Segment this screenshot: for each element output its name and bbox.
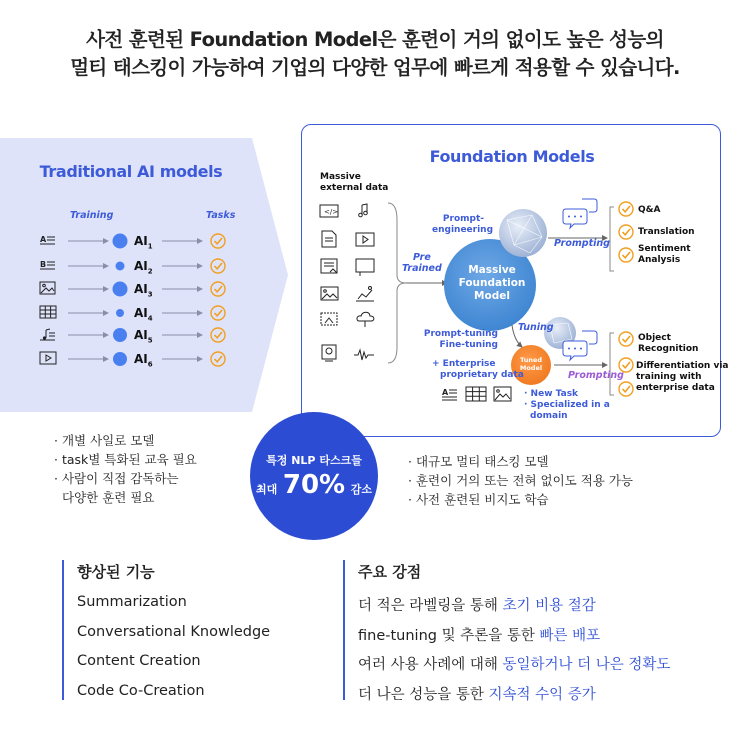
svg-text:A: A	[442, 388, 449, 397]
enterprise-data-label: + Enterprise proprietary data	[432, 359, 524, 380]
new-task-label: · New Task · Specialized in a domain	[524, 389, 610, 421]
foundation-bullet: · 대규모 멀티 태스킹 모델	[408, 454, 549, 469]
reduction-badge	[250, 412, 378, 540]
improved-item: Summarization	[77, 594, 187, 610]
improved-bar	[62, 560, 64, 700]
strengths-title: 주요 강점	[358, 563, 422, 581]
prompting-top-label: Prompting	[554, 238, 610, 249]
text-doc-b-icon	[40, 260, 55, 269]
task-sentiment: Sentiment Analysis	[638, 244, 691, 265]
text-doc-a-icon	[40, 235, 55, 244]
traditional-bullets	[54, 431, 197, 507]
traditional-bullet: · 사람이 직접 감독하는	[54, 471, 179, 486]
foundation-bullet: · 사전 훈련된 비지도 학습	[408, 492, 549, 507]
pre-trained-label: Pre Trained	[402, 252, 442, 274]
task-differentiation: Differentiation via training with enterprise data	[636, 361, 729, 393]
traditional-bullet: · 개별 사일로 모델	[54, 433, 155, 448]
ai-label-3: $AI_3$	[134, 282, 153, 299]
svg-text:B: B	[40, 260, 47, 269]
task-object-recognition: Object Recognition	[638, 333, 699, 354]
strength-item: 더 적은 라벨링을 통해 초기 비용 절감	[358, 598, 596, 614]
svg-text:</>: </>	[324, 208, 339, 216]
ai-label-4: $AI_4$	[134, 306, 153, 323]
prompt-tuning-label: Prompt-tuning Fine-tuning	[423, 329, 498, 350]
massive-model-label: Massive Foundation Model	[458, 264, 526, 302]
ai-label-2: $AI_2$	[134, 259, 153, 276]
audio-doc-icon	[40, 329, 55, 340]
ai-label-1: $AI_1$	[134, 234, 153, 251]
training-label: Training	[70, 210, 114, 221]
video-icon	[40, 352, 56, 364]
headline-line-2: 멀티 태스킹이 가능하여 기업의 다양한 업무에 빠르게 적용할 수 있습니다.	[70, 56, 680, 79]
ai-label-6: $AI_6$	[134, 352, 153, 369]
strengths-bar	[343, 560, 345, 700]
improved-title: 향상된 기능	[77, 563, 155, 581]
tasks-label: Tasks	[206, 210, 236, 221]
foundation-bullet: · 훈련이 거의 또는 전혀 없이도 적용 가능	[408, 473, 633, 488]
ai-label-5: $AI_5$	[134, 328, 153, 345]
tuning-label: Tuning	[518, 322, 554, 333]
image-icon	[40, 282, 55, 294]
table-icon	[40, 306, 56, 318]
prompt-engineering-label: Prompt- engineering	[432, 214, 494, 235]
foundation-bullets	[408, 452, 633, 509]
prompting-bottom-label: Prompting	[568, 370, 624, 381]
badge-value-line: 최대 70% 감소	[256, 470, 372, 500]
strength-item: 더 나은 성능을 통한 지속적 수익 증가	[358, 687, 596, 703]
improved-item: Conversational Knowledge	[77, 624, 271, 640]
massive-data-label: Massive external data	[320, 172, 389, 193]
badge-value: 70%	[282, 470, 346, 500]
data-icons	[320, 204, 374, 361]
traditional-title: Traditional AI models	[39, 162, 223, 181]
traditional-bullet: · task별 특화된 교육 필요	[54, 452, 197, 467]
strength-item: fine-tuning 및 추론을 통한 빠른 배포	[358, 628, 601, 644]
traditional-bullet: 다양한 훈련 필요	[62, 490, 155, 505]
task-translation: Translation	[638, 227, 695, 237]
improved-item: Content Creation	[77, 653, 201, 669]
badge-line-1: 특정 NLP 타스크들	[266, 454, 362, 467]
improved-item: Code Co-Creation	[77, 683, 205, 699]
tuned-model-label: Tuned Model	[519, 356, 543, 372]
headline-line-1: 사전 훈련된 Foundation Model은 훈련이 거의 없이도 높은 성능의	[86, 28, 664, 51]
strength-item: 여러 사용 사례에 대해 동일하거나 더 나은 정확도	[358, 657, 671, 673]
foundation-title: Foundation Models	[429, 147, 595, 166]
svg-text:A: A	[40, 235, 47, 244]
task-qa: Q&A	[638, 205, 661, 215]
